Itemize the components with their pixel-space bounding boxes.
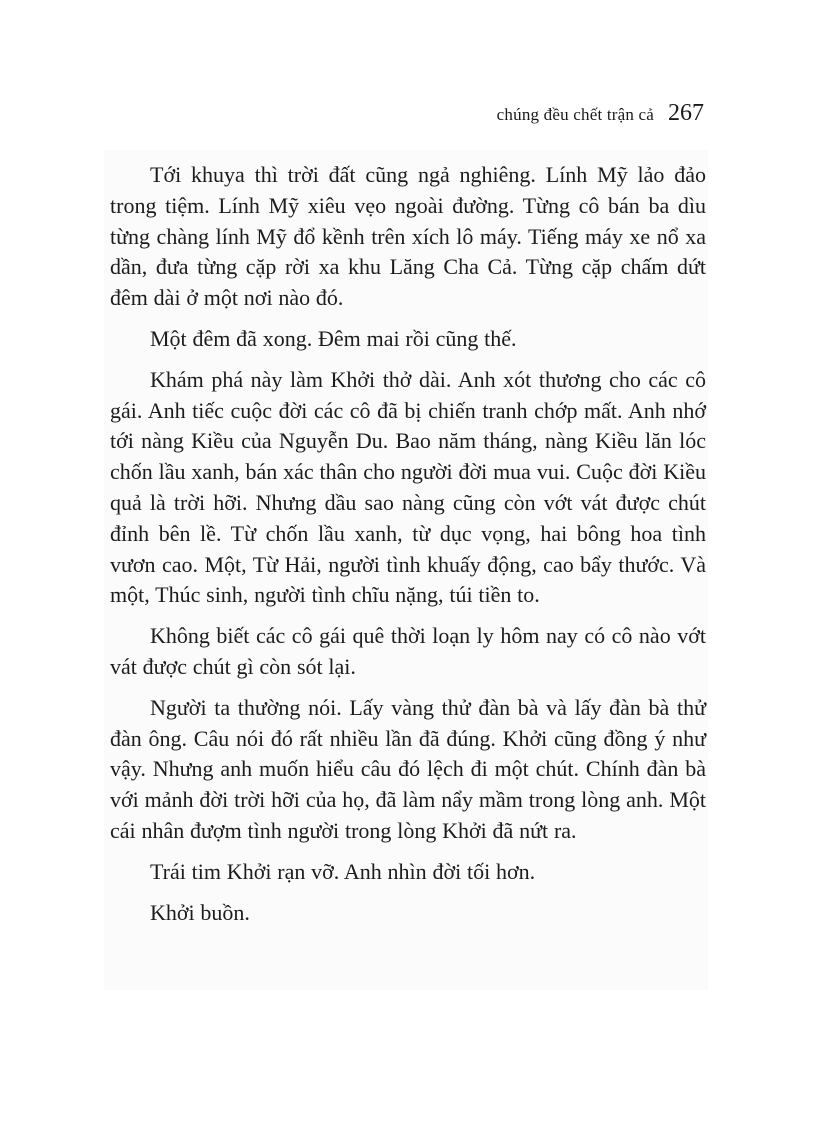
page-number: 267 — [668, 100, 704, 126]
page-body — [110, 160, 706, 938]
paragraph: Tới khuya thì trời đất cũng ngả nghiêng. Lính Mỹ lảo đảo trong tiệm. Lính Mỹ xiêu vẹo ngoài đường. Từng cô bán ba dìu từng chàng lính Mỹ đổ kềnh trên xích lô máy. Tiếng máy xe nổ xa dần, đưa từng cặp rời xa khu Lăng Cha Cả. Từng cặp chấm dứt đêm dài ở một nơi nào đó. — [110, 162, 706, 311]
paragraph: Trái tim Khởi rạn vỡ. Anh nhìn đời tối hơn. — [150, 858, 536, 884]
page-header — [497, 100, 704, 127]
paragraph: Một đêm đã xong. Đêm mai rồi cũng thế. — [150, 325, 517, 351]
paragraph: Người ta thường nói. Lấy vàng thử đàn bà và lấy đàn bà thử đàn ông. Câu nói đó rất nhiều lần đã đúng. Khởi cũng đồng ý như vậy. Nhưng anh muốn hiểu câu đó lệch đi một chút. Chính đàn bà với mảnh đời trời hỡi của họ, đã làm nẩy mầm trong lòng anh. Một cái nhân đượm tình người trong lòng Khởi đã nứt ra. — [110, 694, 706, 843]
paragraph: Khám phá này làm Khởi thở dài. Anh xót thương cho các cô gái. Anh tiếc cuộc đời các cô đã bị chiến tranh chớp mất. Anh nhớ tới nàng Kiều của Nguyễn Du. Bao năm tháng, nàng Kiều lăn lóc chốn lầu xanh, bán xác thân cho người đời mua vui. Cuộc đời Kiều quả là trời hỡi. Nhưng dầu sao nàng cũng còn vớt vát được chút đỉnh bên lề. Từ chốn lầu xanh, từ dục vọng, hai bông hoa tình vươn cao. Một, Từ Hải, người tình khuấy động, cao bẩy thước. Và một, Thúc sinh, người tình chĩu nặng, túi tiền to. — [110, 366, 706, 608]
paragraph: Khởi buồn. — [150, 899, 250, 925]
running-title: chúng đều chết trận cả — [496, 105, 654, 124]
paragraph: Không biết các cô gái quê thời loạn ly hôm nay có cô nào vớt vát được chút gì còn sót lại. — [110, 623, 706, 679]
